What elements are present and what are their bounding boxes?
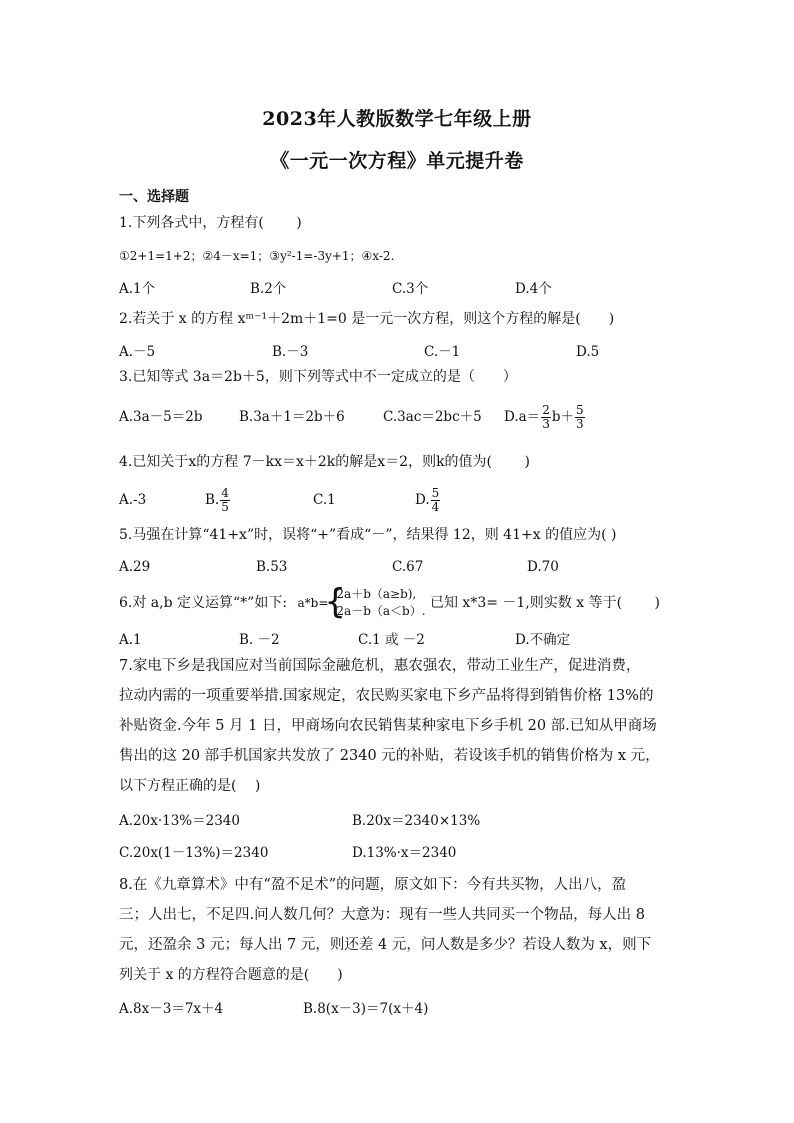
fraction-numerator: 2 bbox=[542, 403, 550, 417]
question-8-line-2: 三；人出七，不足四.问人数几何？大意为：现有一些人共同买一个物品，每人出 8 bbox=[119, 907, 645, 923]
question-3-stem: 3.已知等式 3a＝2b＋5，则下列等式中不一定成立的是（ ） bbox=[119, 369, 517, 385]
document-title: 2023年人教版数学七年级上册 bbox=[262, 108, 532, 130]
question-2-option-d: D.5 bbox=[576, 344, 600, 360]
question-4-option-c: C.1 bbox=[313, 492, 336, 508]
question-4-stem: 4.已知关于x的方程 7－kx＝x＋2k的解是x＝2，则k的值为( ) bbox=[119, 454, 530, 470]
question-6-stem-post: 已知 x*3= －1,则实数 x 等于( ) bbox=[429, 595, 660, 611]
question-3-option-a: A.3a－5＝2b bbox=[119, 409, 203, 425]
question-2-option-c: C.－1 bbox=[424, 344, 461, 360]
fraction-four-fifths bbox=[220, 487, 230, 514]
question-7-line-4: 售出的这 20 部手机国家共发放了 2340 元的补贴，若设该手机的销售价格为 x 元， bbox=[119, 748, 660, 764]
question-4-option-d bbox=[415, 480, 441, 520]
fraction-denominator: 3 bbox=[542, 417, 550, 431]
question-8-line-3: 元，还盈余 3 元；每人出 7 元，则还差 4 元，问人数是多少？若设人数为 x，则下 bbox=[119, 937, 652, 953]
question-4-option-b-prefix: B. bbox=[205, 492, 220, 508]
question-7-option-c: C.20x(1－13%)＝2340 bbox=[119, 845, 269, 861]
question-6-option-a: A.1 bbox=[119, 632, 142, 648]
fraction-denominator: 4 bbox=[431, 500, 440, 514]
fraction-numerator: 5 bbox=[575, 403, 584, 417]
question-5-option-d: D.70 bbox=[527, 559, 559, 575]
question-1-stem: 1.下列各式中，方程有( ) bbox=[119, 215, 302, 231]
question-1-option-b: B.2个 bbox=[250, 281, 287, 297]
question-2-option-b: B.－3 bbox=[272, 344, 309, 360]
question-8-line-4: 列关于 x 的方程符合题意的是( ) bbox=[119, 967, 343, 983]
left-brace-icon: { bbox=[324, 582, 347, 622]
question-2-stem: 2.若关于 x 的方程 xᵐ⁻¹＋2m＋1=0 是一元一次方程，则这个方程的解是( ) bbox=[119, 311, 615, 327]
question-5-option-c: C.67 bbox=[392, 559, 424, 575]
question-3-option-c: C.3ac＝2bc＋5 bbox=[383, 409, 482, 425]
question-8-line-1: 8.在《九章算术》中有“盈不足术”的问题，原文如下：今有共买物，人出八，盈 bbox=[119, 877, 627, 893]
question-3-option-d-prefix: D.a＝ bbox=[504, 409, 541, 425]
question-3-option-b: B.3a＋1＝2b＋6 bbox=[239, 409, 345, 425]
question-7-option-b: B.20x＝2340×13% bbox=[352, 813, 481, 829]
question-5-option-a: A.29 bbox=[119, 559, 151, 575]
fraction-numerator: 5 bbox=[431, 486, 440, 500]
question-1-option-d: D.4个 bbox=[515, 281, 552, 297]
question-1-items: ①2+1=1+2；②4－x=1；③y²-1=-3y+1；④x-2. bbox=[119, 249, 395, 263]
question-7-line-1: 7.家电下乡是我国应对当前国际金融危机，惠农强农，带动工业生产，促进消费， bbox=[119, 658, 641, 674]
question-7-line-2: 拉动内需的一项重要举措.国家规定，农民购买家电下乡产品将得到销售价格 13%的 bbox=[119, 688, 654, 704]
question-4-option-d-prefix: D. bbox=[415, 492, 430, 508]
piecewise-case-2: 2a－b（a＜b）. bbox=[336, 604, 426, 618]
document-subtitle: 《一元一次方程》单元提升卷 bbox=[270, 150, 524, 172]
question-3-option-d bbox=[504, 397, 586, 437]
operation-definition-lhs: a*b= bbox=[297, 596, 329, 610]
question-6-stem bbox=[119, 584, 660, 622]
question-6-stem-pre: 6.对 a,b 定义运算“*”如下: bbox=[119, 595, 288, 611]
section-heading: 一、选择题 bbox=[119, 189, 189, 205]
question-6-option-b: B. －2 bbox=[239, 632, 280, 648]
question-7-line-5: 以下方程正确的是( ) bbox=[119, 778, 261, 794]
fraction-denominator: 5 bbox=[221, 500, 229, 514]
question-5-option-b: B.53 bbox=[256, 559, 288, 575]
question-7-option-d: D.13%·x＝2340 bbox=[352, 845, 457, 861]
question-4-option-b bbox=[205, 480, 231, 520]
question-8-option-b: B.8(x－3)＝7(x＋4) bbox=[303, 1001, 429, 1017]
piecewise-definition bbox=[324, 582, 426, 622]
question-2-option-a: A.－5 bbox=[119, 344, 156, 360]
question-7-line-3: 补贴资金.今年 5 月 1 日，甲商场向农民销售某种家电下乡手机 20 部.已知从甲商场 bbox=[119, 718, 657, 734]
question-6-option-d: D.不确定 bbox=[515, 632, 571, 648]
question-8-option-a: A.8x－3＝7x＋4 bbox=[119, 1001, 224, 1017]
question-1-option-a: A.1个 bbox=[119, 281, 156, 297]
question-4-option-a: A.-3 bbox=[119, 492, 147, 508]
fraction-five-thirds bbox=[575, 404, 585, 431]
question-3-option-d-mid: b＋ bbox=[551, 409, 574, 425]
question-6-option-c: C.1 或 －2 bbox=[358, 632, 425, 648]
fraction-denominator: 3 bbox=[575, 417, 584, 431]
question-1-option-c: C.3个 bbox=[392, 281, 429, 297]
fraction-numerator: 4 bbox=[221, 486, 229, 500]
fraction-five-fourths bbox=[431, 487, 441, 514]
piecewise-case-1: 2a＋b（a≥b), bbox=[336, 587, 417, 601]
fraction-two-thirds bbox=[541, 404, 551, 431]
question-5-stem: 5.马强在计算“41+x”时，误将“+”看成“－”，结果得 12，则 41+x 的值应为( ) bbox=[119, 527, 617, 543]
question-7-option-a: A.20x·13%＝2340 bbox=[119, 813, 240, 829]
